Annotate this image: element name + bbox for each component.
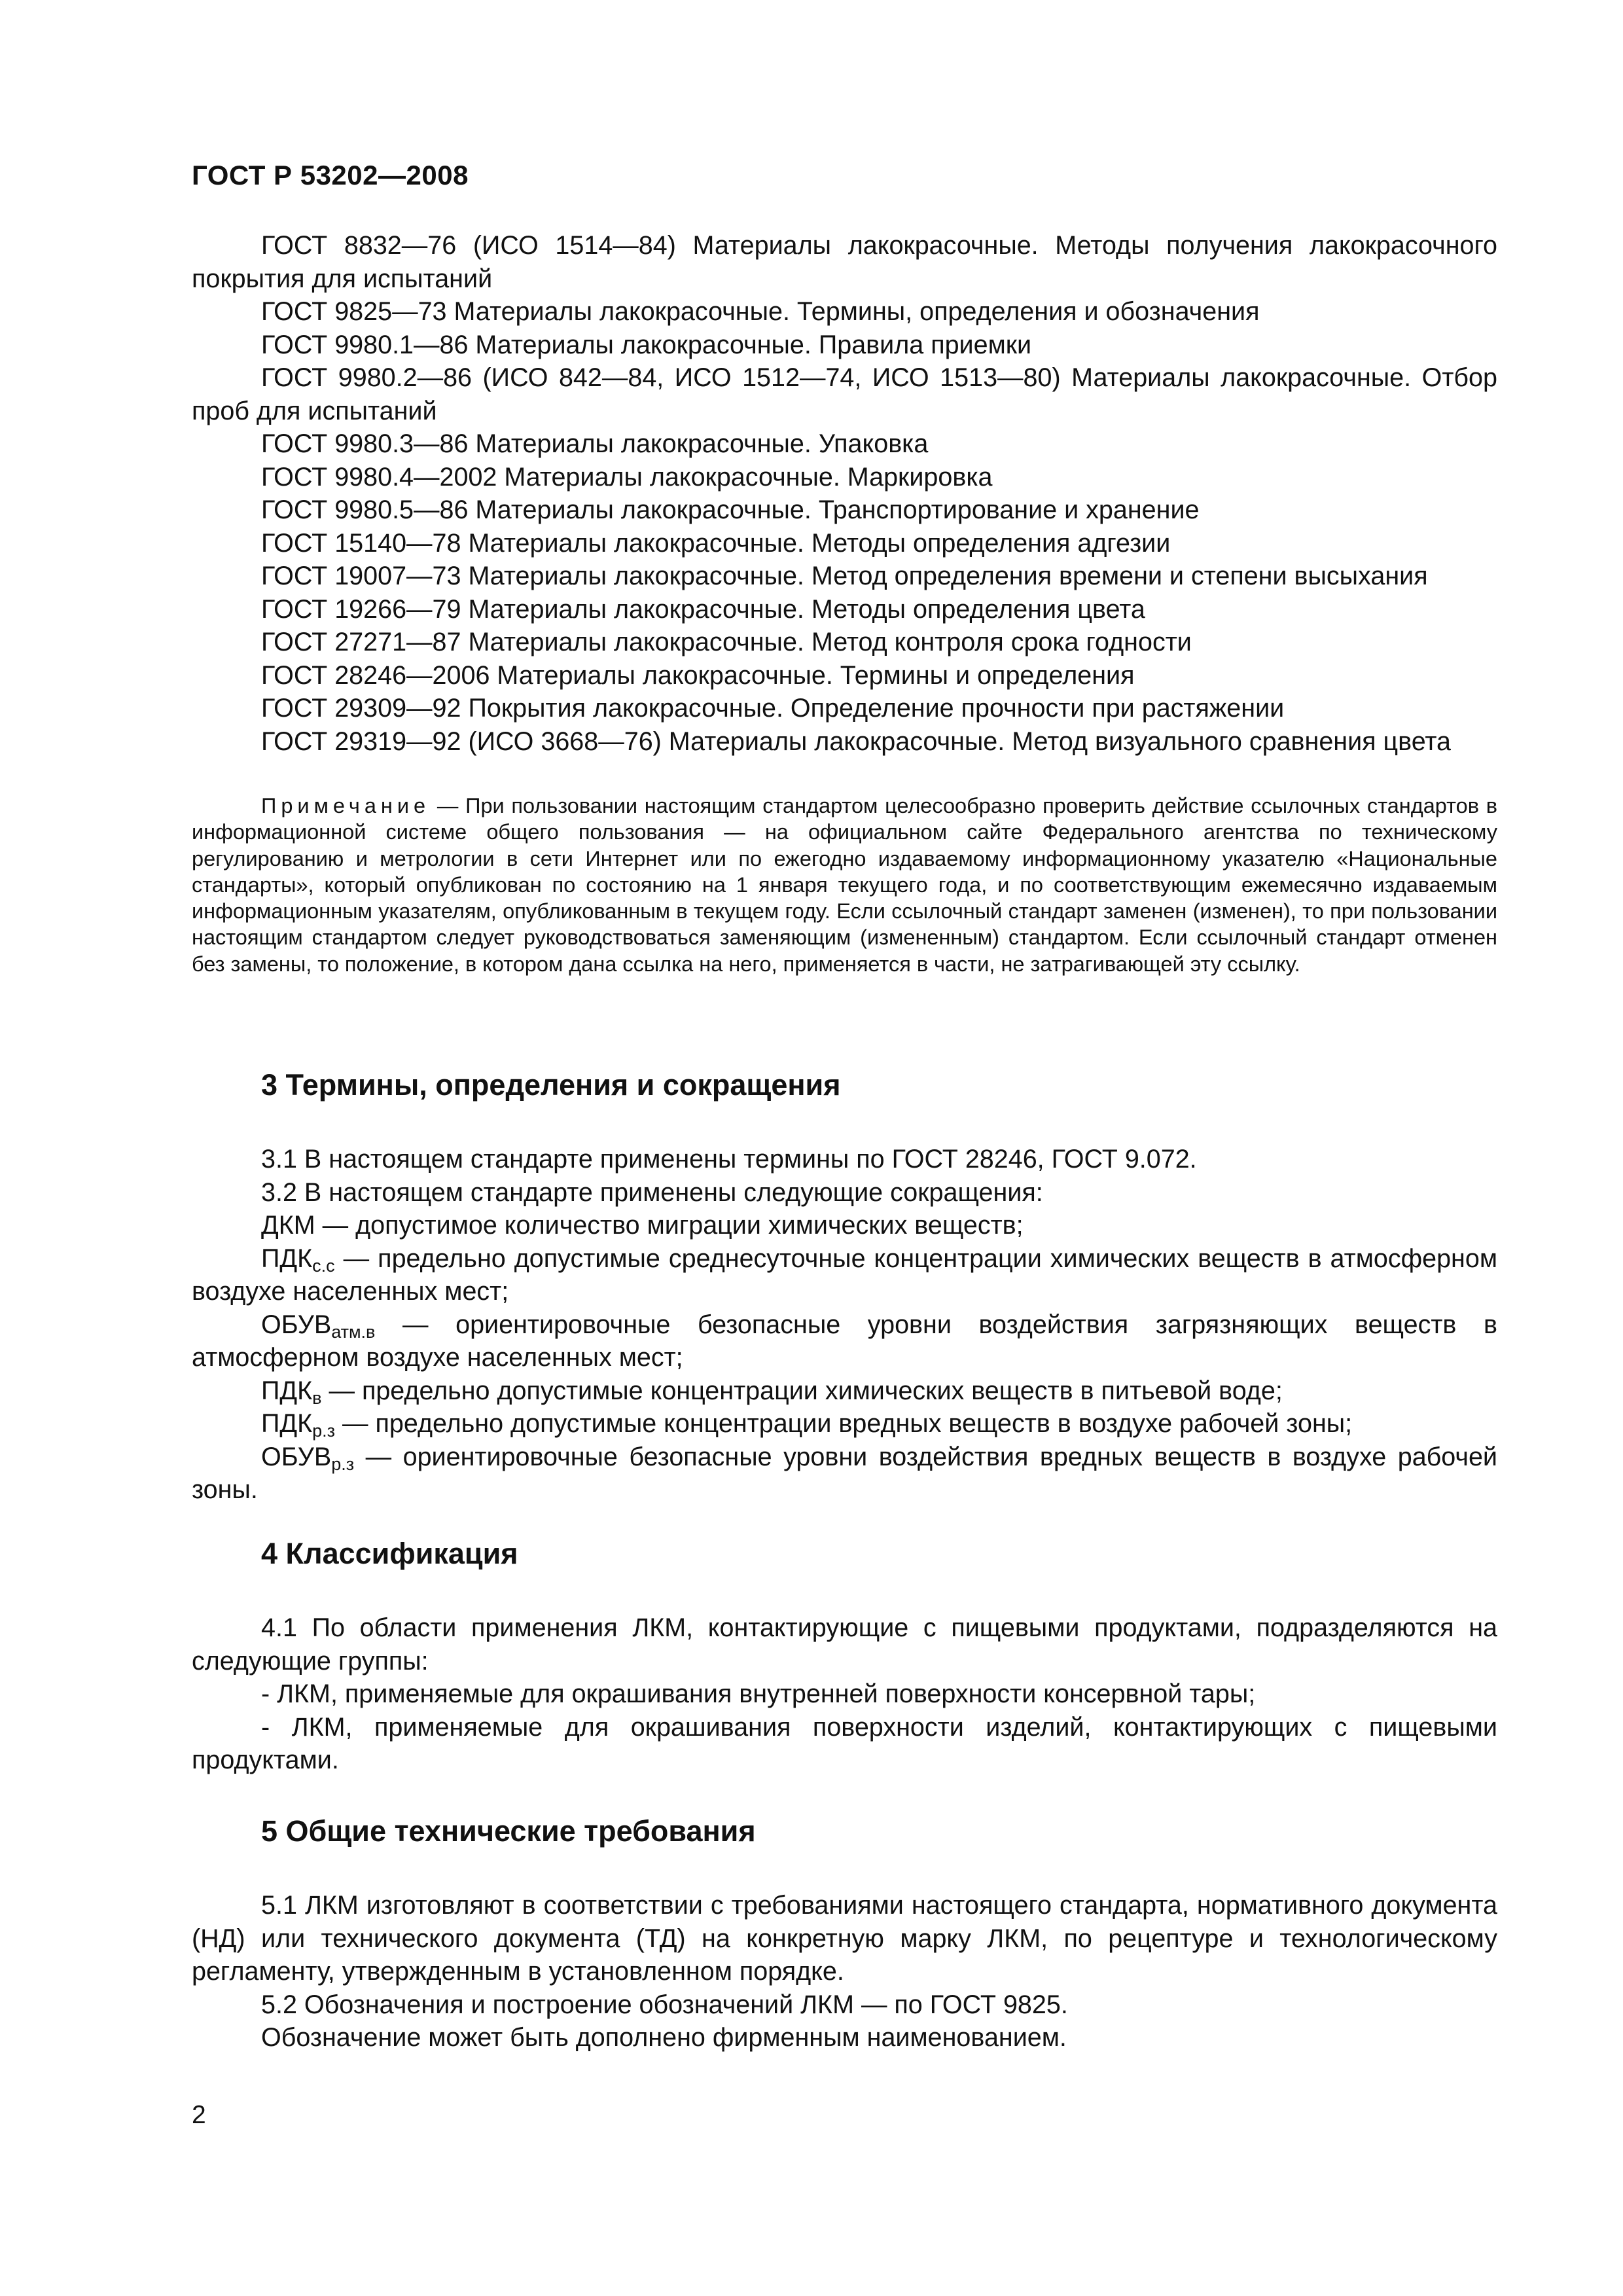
- reference-item: ГОСТ 8832—76 (ИСО 1514—84) Материалы лакокрасочные. Методы получения лакокрасочного покрытия для испытаний: [192, 231, 1497, 293]
- reference-item: ГОСТ 28246—2006 Материалы лакокрасочные. Термины и определения: [261, 660, 1135, 690]
- page-number: 2: [192, 2101, 206, 2129]
- abbreviation-item: [192, 1374, 1497, 1408]
- reference-item: ГОСТ 9980.4—2002 Материалы лакокрасочные. Маркировка: [261, 462, 993, 492]
- abbreviation-definition: — допустимое количество миграции химических веществ;: [315, 1211, 1024, 1240]
- abbreviation-subscript: атм.в: [331, 1321, 376, 1342]
- abbreviation-item: [192, 1308, 1497, 1374]
- reference-item: ГОСТ 19007—73 Материалы лакокрасочные. Метод определения времени и степени высыхания: [261, 562, 1428, 590]
- paragraph-5-1: 5.1 ЛКМ изготовляют в соответствии с требованиями настоящего стандарта, нормативного документа (НД) или технического документа (ТД) на конкретную марку ЛКМ, по рецептуре и технологическому регламенту, утвержденным в установленном порядке.: [192, 1891, 1497, 1986]
- abbreviation-subscript: р.з: [312, 1421, 336, 1441]
- reference-item: ГОСТ 27271—87 Материалы лакокрасочные. Метод контроля срока годности: [261, 628, 1192, 656]
- abbreviation-item: [192, 1209, 1497, 1242]
- list-item: - ЛКМ, применяемые для окрашивания поверхности изделий, контактирующих с пищевыми продуктами.: [192, 1712, 1497, 1774]
- section-4-body: [192, 1611, 1497, 1777]
- paragraph-5-2-note: Обозначение может быть дополнено фирменным наименованием.: [261, 2023, 1067, 2052]
- reference-item: ГОСТ 29309—92 Покрытия лакокрасочные. Определение прочности при растяжении: [261, 694, 1285, 723]
- abbreviation-term: ОБУВ: [261, 1442, 332, 1471]
- abbreviation-term: ПДК: [261, 1409, 313, 1438]
- reference-item: ГОСТ 9825—73 Материалы лакокрасочные. Термины, определения и обозначения: [261, 297, 1260, 326]
- abbreviation-definition: — предельно допустимые среднесуточные концентрации химических веществ в атмосферном воздухе населенных мест;: [192, 1244, 1497, 1306]
- abbreviation-subscript: р.з: [331, 1454, 355, 1474]
- reference-item: ГОСТ 9980.2—86 (ИСО 842—84, ИСО 1512—74, ИСО 1513—80) Материалы лакокрасочные. Отбор проб для испытаний: [192, 363, 1497, 425]
- abbreviation-subscript: с.с: [312, 1255, 335, 1276]
- document-code: ГОСТ Р 53202—2008: [192, 160, 469, 190]
- abbreviation-definition: — предельно допустимые концентрации вредных веществ в воздухе рабочей зоны;: [335, 1409, 1353, 1438]
- note-text: — При пользовании настоящим стандартом целесообразно проверить действие ссылочных стандартов в информационной системе общего пользования — на официальном сайте Федерального агентства по техническому регулированию и метрологии в сети Интернет или по ежегодно издаваемому информационному указателю «Национальные стандарты», который опубликован по состоянию на 1 января текущего года, и по соответствующим ежемесячно издаваемым информационным указателям, опубликованным в текущем году. Если ссылочный стандарт заменен (изменен), то при пользовании настоящим стандартом следует руководствоваться заменяющим (измененным) стандартом. Если ссылочный стандарт отменен без замены, то положение, в котором дана ссылка на него, применяется в части, не затрагивающей эту ссылку.: [192, 794, 1498, 976]
- section-3-heading: 3 Термины, определения и сокращения: [261, 1068, 841, 1102]
- abbreviation-item: [192, 1407, 1497, 1441]
- abbreviation-definition: — ориентировочные безопасные уровни воздействия загрязняющих веществ в атмосферном воздухе населенных мест;: [192, 1310, 1497, 1372]
- section-3-body: [192, 1143, 1497, 1507]
- abbreviation-subscript: в: [312, 1388, 322, 1408]
- note-label: Примечание: [261, 794, 431, 817]
- reference-item: ГОСТ 9980.1—86 Материалы лакокрасочные. Правила приемки: [261, 330, 1032, 359]
- abbreviation-term: ПДК: [261, 1376, 313, 1405]
- abbreviation-definition: — ориентировочные безопасные уровни воздействия вредных веществ в воздухе рабочей зоны.: [192, 1442, 1497, 1504]
- list-item: - ЛКМ, применяемые для окрашивания внутренней поверхности консервной тары;: [261, 1679, 1256, 1708]
- section-5-heading: 5 Общие технические требования: [261, 1814, 756, 1848]
- paragraph-3-1: 3.1 В настоящем стандарте применены термины по ГОСТ 28246, ГОСТ 9.072.: [261, 1145, 1197, 1174]
- paragraph-5-2: 5.2 Обозначения и построение обозначений ЛКМ — по ГОСТ 9825.: [261, 1990, 1068, 2019]
- abbreviation-term: ДКМ: [261, 1211, 315, 1240]
- paragraph-4-1: 4.1 По области применения ЛКМ, контактирующие с пищевыми продуктами, подразделяются на следующие группы:: [192, 1613, 1497, 1676]
- reference-item: ГОСТ 15140—78 Материалы лакокрасочные. Методы определения адгезии: [261, 528, 1171, 558]
- note-paragraph: [192, 793, 1497, 977]
- abbreviation-definition: — предельно допустимые концентрации химических веществ в питьевой воде;: [321, 1376, 1283, 1405]
- reference-item: ГОСТ 9980.5—86 Материалы лакокрасочные. Транспортирование и хранение: [261, 495, 1200, 524]
- normative-references-list: [192, 229, 1497, 758]
- paragraph-3-2: 3.2 В настоящем стандарте применены следующие сокращения:: [261, 1177, 1043, 1207]
- section-4-heading: 4 Классификация: [261, 1537, 518, 1570]
- abbreviation-item: [192, 1242, 1497, 1308]
- reference-item: ГОСТ 9980.3—86 Материалы лакокрасочные. Упаковка: [261, 429, 929, 458]
- abbreviation-term: ПДК: [261, 1244, 313, 1273]
- section-5-body: [192, 1889, 1497, 2054]
- abbreviation-term: ОБУВ: [261, 1310, 332, 1339]
- reference-item: ГОСТ 19266—79 Материалы лакокрасочные. Методы определения цвета: [261, 594, 1145, 624]
- abbreviation-item: [192, 1441, 1497, 1507]
- reference-item: ГОСТ 29319—92 (ИСО 3668—76) Материалы лакокрасочные. Метод визуального сравнения цвета: [261, 726, 1451, 756]
